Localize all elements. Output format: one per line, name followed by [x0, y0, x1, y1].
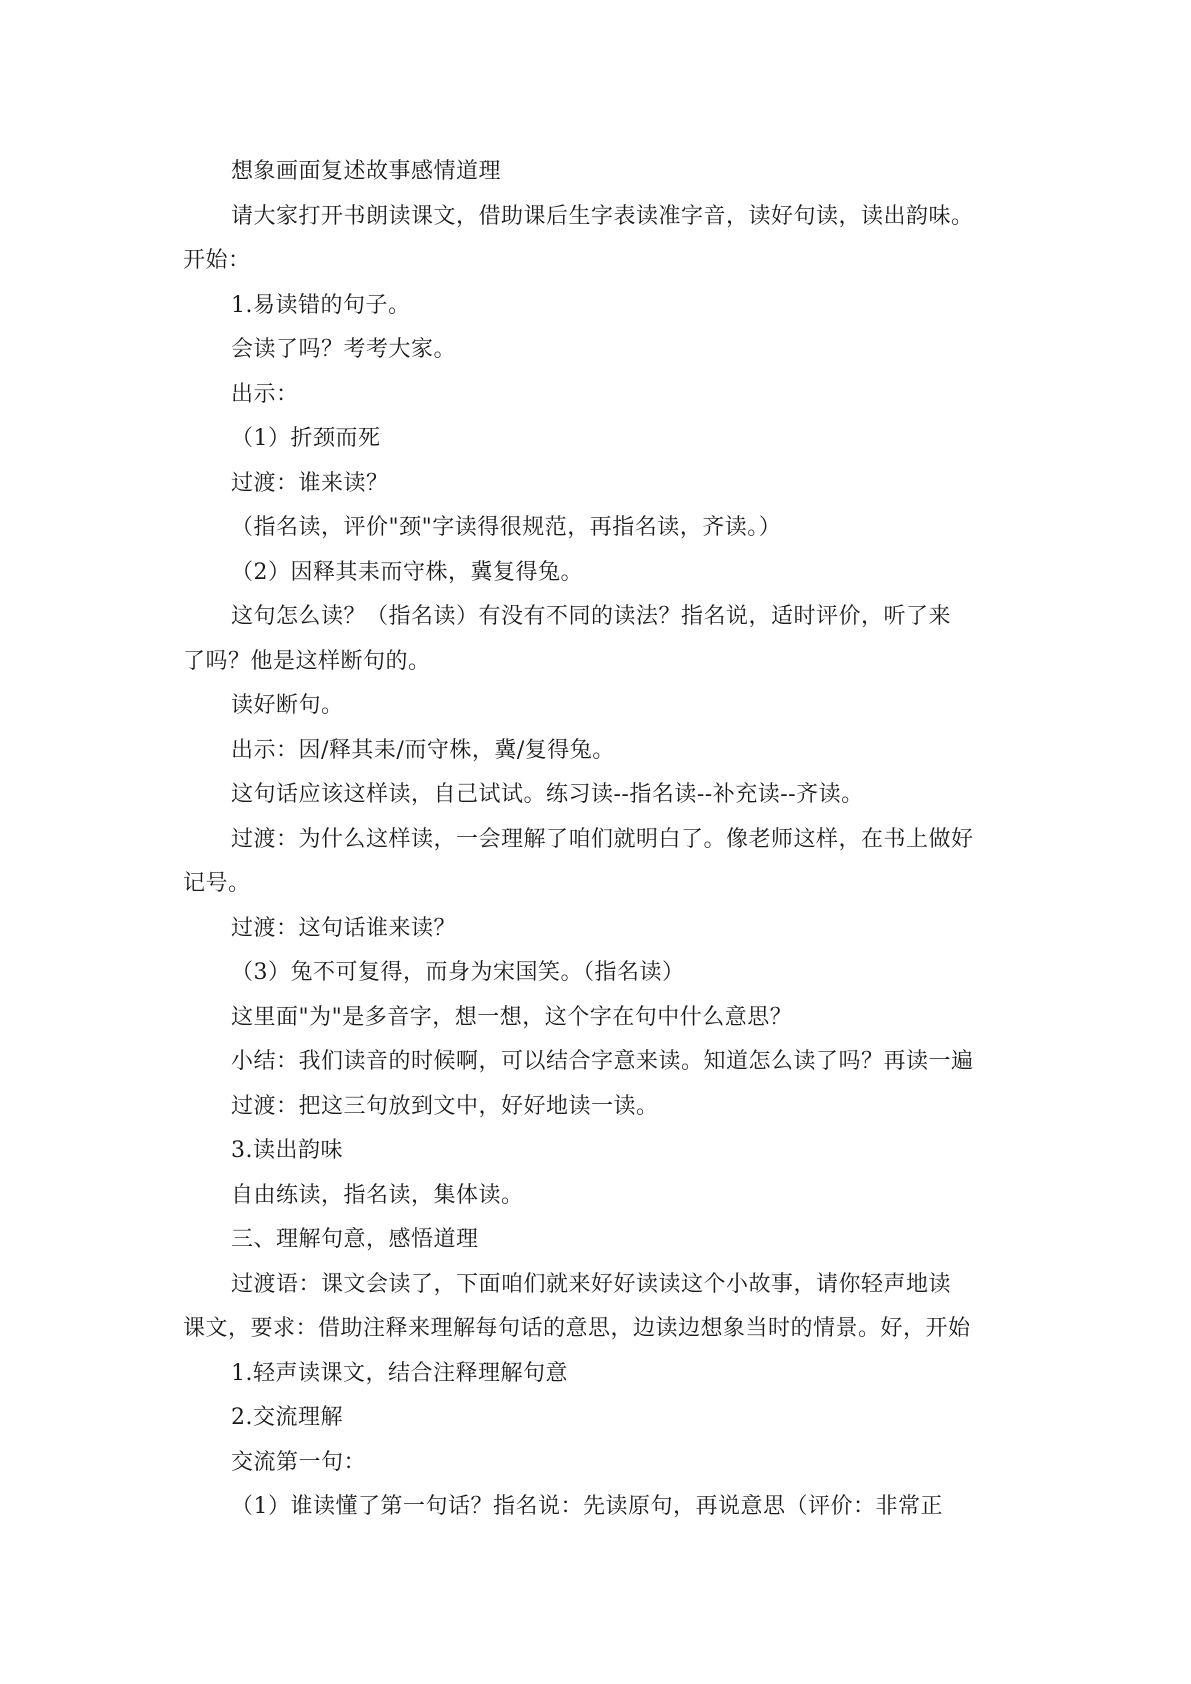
paragraph: [183, 1396, 1013, 1441]
text-line: 了吗？他是这样断句的。: [183, 648, 431, 674]
text-line: 会读了吗？考考大家。: [231, 337, 457, 362]
paragraph: [183, 951, 1013, 996]
paragraph: [183, 1129, 1013, 1174]
text-line: 1.轻声读课文，结合注释理解句意: [231, 1360, 568, 1386]
text-line: （3）兔不可复得，而身为宋国笑。（指名读）: [231, 960, 685, 985]
text-line: 过渡：为什么这样读，一会理解了咱们就明白了。像老师这样，在书上做好: [231, 826, 974, 852]
text-line: 过渡：把这三句放到文中，好好地读一读。: [231, 1093, 659, 1119]
text-line: 过渡：谁来读？: [231, 470, 389, 496]
text-line: 自由练读，指名读，集体读。: [231, 1182, 524, 1208]
text-line: （1）折颈而死: [231, 426, 381, 451]
paragraph: [183, 1174, 1013, 1219]
paragraph: [183, 373, 1013, 418]
text-line: 过渡语：课文会读了，下面咱们就来好好读读这个小故事，请你轻声地读: [231, 1271, 952, 1297]
paragraph: [183, 1441, 1013, 1486]
text-line: 这里面"为"是多音字，想一想，这个字在句中什么意思？: [231, 1004, 793, 1030]
text-line: 1.易读错的句子。: [231, 292, 411, 318]
text-line: 3.读出韵味: [231, 1138, 343, 1163]
text-line: 2.交流理解: [231, 1405, 343, 1430]
text-line: 过渡：这句话谁来读？: [231, 915, 457, 941]
paragraph: [183, 1085, 1013, 1130]
paragraph: [183, 150, 1013, 195]
paragraph: [183, 1352, 1013, 1397]
paragraph: [183, 1485, 1013, 1530]
text-line: （2）因释其耒而守株，冀复得兔。: [231, 559, 583, 585]
text-line: 出示：: [231, 381, 299, 407]
paragraph: [183, 328, 1013, 373]
text-line: 记号。: [183, 871, 251, 896]
text-line: 课文，要求：借助注释来理解每句话的意思，边读边想象当时的情景。好，开始: [183, 1316, 971, 1341]
document-body: [183, 150, 1013, 1530]
text-line: （1）谁读懂了第一句话？指名说：先读原句，再说意思（评价：非常正: [231, 1494, 943, 1519]
paragraph: [183, 284, 1013, 329]
text-line: 读好断句。: [231, 693, 344, 718]
text-line: （指名读，评价"颈"字读得很规范，再指名读，齐读。）: [231, 515, 782, 540]
text-line: 想象画面复述故事感情道理: [231, 159, 502, 184]
paragraph: [183, 1263, 1013, 1352]
paragraph: [183, 595, 1013, 684]
paragraph: [183, 1040, 1013, 1085]
text-line: 小结：我们读音的时候啊，可以结合字意来读。知道怎么读了吗？再读一遍: [231, 1049, 974, 1074]
paragraph: [183, 818, 1013, 907]
paragraph: [183, 551, 1013, 596]
paragraph: [183, 462, 1013, 507]
paragraph: [183, 996, 1013, 1041]
text-line: 三、理解句意，感悟道理: [231, 1227, 479, 1252]
paragraph: [183, 684, 1013, 729]
text-line: 开始：: [183, 248, 251, 273]
text-line: 请大家打开书朗读课文，借助课后生字表读准字音，读好句读，读出韵味。: [231, 203, 974, 229]
paragraph: [183, 506, 1013, 551]
paragraph: [183, 773, 1013, 818]
text-line: 交流第一句：: [231, 1449, 367, 1475]
text-line: 这句怎么读？（指名读）有没有不同的读法？指名说，适时评价，听了来: [231, 604, 952, 629]
paragraph: [183, 729, 1013, 774]
section-heading: [183, 1218, 1013, 1263]
text-line: 出示：因/释其耒/而守株，冀/复得兔。: [231, 737, 615, 763]
paragraph: [183, 195, 1013, 284]
text-line: 这句话应该这样读，自己试试。练习读--指名读--补充读--齐读。: [231, 782, 864, 807]
paragraph: [183, 417, 1013, 462]
paragraph: [183, 907, 1013, 952]
